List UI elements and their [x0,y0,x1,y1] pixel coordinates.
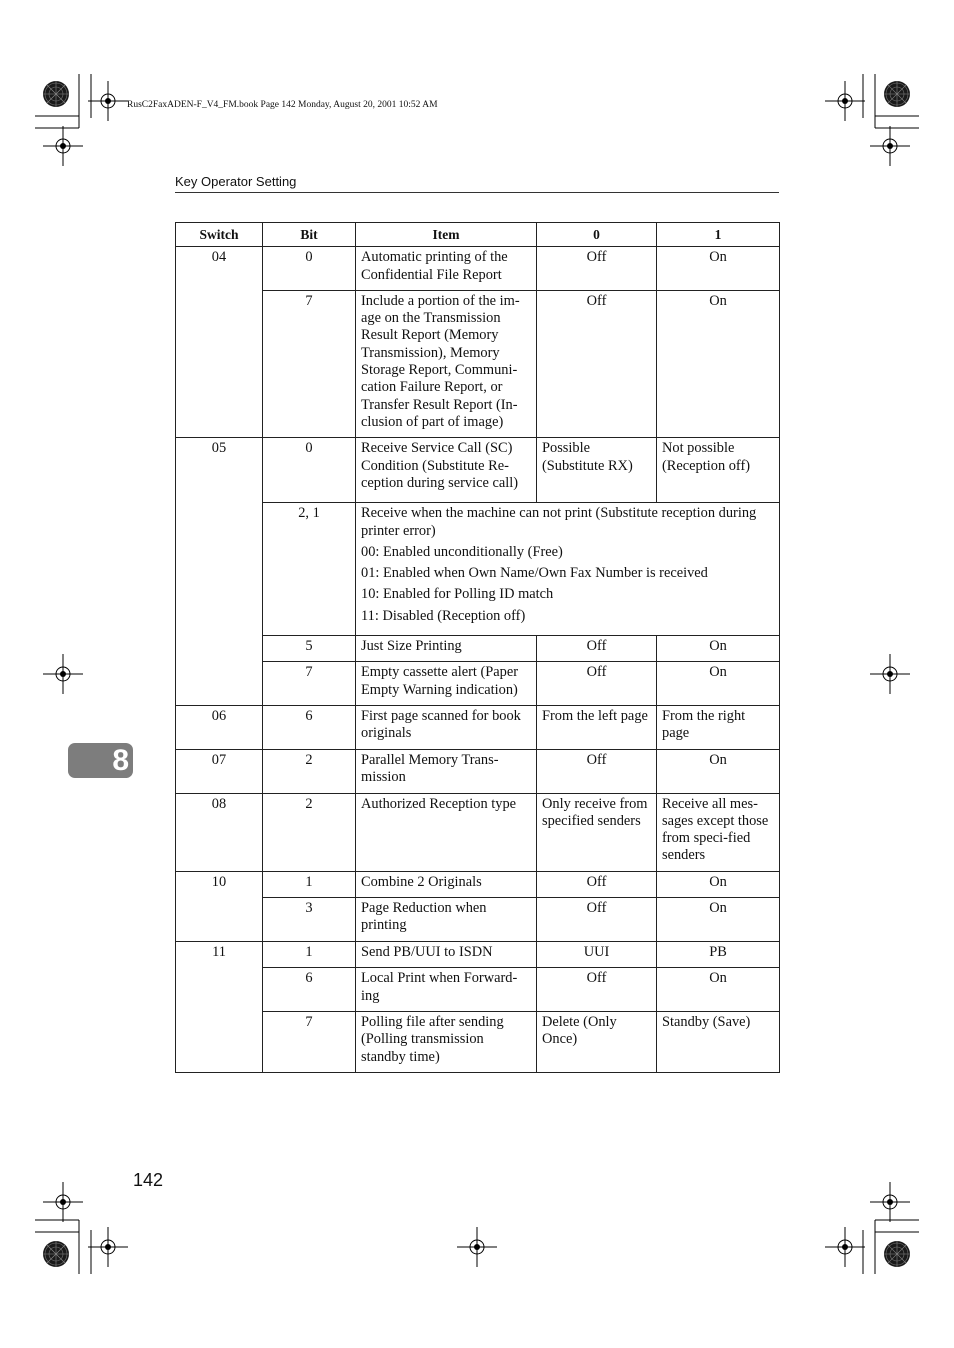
chapter-tab: 8 [68,743,133,778]
option-item: 10: Enabled for Polling ID match [361,586,554,603]
table-row [176,898,780,942]
value-0-cell: Off [537,968,657,1012]
crosshair-icon [870,126,910,166]
crosshair-icon [825,1227,865,1267]
running-header: Key Operator Setting [175,174,297,189]
crosshair-icon [870,1182,910,1222]
item-cell: Combine 2 Originals [356,871,537,897]
item-cell: Automatic printing of the Confidential File Report [356,247,537,291]
value-0-cell: Off [537,247,657,291]
option-item: 11: Disabled (Reception off) [361,607,526,624]
crosshair-icon [43,126,83,166]
item-cell: Authorized Reception type [356,793,537,871]
switch-cell: 04 [176,247,263,438]
value-1-cell: On [657,247,780,291]
item-cell: Just Size Printing [356,636,537,662]
value-0-cell: Delete (Only Once) [537,1011,657,1072]
table-row [176,705,780,749]
table-row [176,662,780,706]
bit-cell: 7 [263,290,356,437]
value-0-cell: UUI [537,942,657,968]
switch-cell: 11 [176,942,263,1073]
option-description: Receive when the machine can not print (Substitute reception during printer error) [361,505,757,539]
bit-cell: 7 [263,662,356,706]
table-row [176,942,780,968]
value-1-cell: PB [657,942,780,968]
sunburst-icon [884,81,910,107]
table-row [176,1011,780,1072]
value-0-cell: Off [537,636,657,662]
item-cell: Receive Service Call (SC) Condition (Substitute Re-ception during service call) [356,438,537,503]
switch-cell: 05 [176,438,263,706]
option-item: 01: Enabled when Own Name/Own Fax Number is received [361,565,708,582]
header-value-0: 0 [537,223,657,247]
bit-cell: 0 [263,247,356,291]
header-value-1: 1 [657,223,780,247]
table-row [176,438,780,503]
header-rule [175,192,779,193]
table-row [176,871,780,897]
table-row [176,503,780,636]
table-row [176,290,780,437]
bit-cell: 1 [263,942,356,968]
bit-cell: 0 [263,438,356,503]
item-cell: Include a portion of the im-age on the Transmission Result Report (Memory Transmission), Memory Storage Report, Communi-cation Failure Report, or Transfer Result Report (In-clusion of part of image) [356,290,537,437]
bit-cell: 6 [263,968,356,1012]
switch-cell: 07 [176,749,263,793]
header-switch: Switch [176,223,263,247]
item-cell: Local Print when Forward-ing [356,968,537,1012]
crosshair-icon [88,81,128,121]
value-1-cell: On [657,636,780,662]
option-list-cell [356,503,780,636]
bit-cell: 1 [263,871,356,897]
crosshair-icon [43,654,83,694]
value-0-cell: From the left page [537,705,657,749]
value-1-cell: On [657,898,780,942]
bit-cell: 2, 1 [263,503,356,636]
switch-settings-table [175,222,780,1073]
table-header-row [176,223,780,247]
value-1-cell: From the right page [657,705,780,749]
item-cell: First page scanned for book originals [356,705,537,749]
crosshair-icon [457,1227,497,1267]
value-0-cell: Off [537,749,657,793]
header-bit: Bit [263,223,356,247]
value-1-cell: On [657,662,780,706]
item-cell: Empty cassette alert (Paper Empty Warning indication) [356,662,537,706]
value-1-cell: Standby (Save) [657,1011,780,1072]
sunburst-icon [43,81,69,107]
value-0-cell: Off [537,290,657,437]
sunburst-icon [884,1241,910,1267]
switch-cell: 06 [176,705,263,749]
value-1-cell: On [657,290,780,437]
bit-cell: 6 [263,705,356,749]
print-info: RusC2FaxADEN-F_V4_FM.book Page 142 Monday, August 20, 2001 10:52 AM [127,100,438,110]
switch-cell: 08 [176,793,263,871]
sunburst-icon [43,1241,69,1267]
bit-cell: 5 [263,636,356,662]
table-row [176,749,780,793]
value-0-cell: Off [537,871,657,897]
crosshair-icon [825,81,865,121]
crosshair-icon [88,1227,128,1267]
crosshair-icon [870,654,910,694]
bit-cell: 2 [263,793,356,871]
value-0-cell: Off [537,662,657,706]
table-row [176,968,780,1012]
table-row [176,247,780,291]
value-0-cell: Off [537,898,657,942]
item-cell: Send PB/UUI to ISDN [356,942,537,968]
value-1-cell: Not possible (Reception off) [657,438,780,503]
header-item: Item [356,223,537,247]
bit-cell: 2 [263,749,356,793]
crosshair-icon [43,1182,83,1222]
item-cell: Page Reduction when printing [356,898,537,942]
bit-cell: 7 [263,1011,356,1072]
value-1-cell: On [657,871,780,897]
item-cell: Polling file after sending (Polling transmission standby time) [356,1011,537,1072]
table-row [176,636,780,662]
value-0-cell: Only receive from specified senders [537,793,657,871]
value-1-cell: On [657,968,780,1012]
table-row [176,793,780,871]
page-number: 142 [133,1170,164,1190]
value-1-cell: Receive all mes-sages except those from speci-fied senders [657,793,780,871]
value-1-cell: On [657,749,780,793]
item-cell: Parallel Memory Trans-mission [356,749,537,793]
value-0-cell: Possible (Substitute RX) [537,438,657,503]
switch-cell: 10 [176,871,263,941]
bit-cell: 3 [263,898,356,942]
option-item: 00: Enabled unconditionally (Free) [361,543,563,560]
